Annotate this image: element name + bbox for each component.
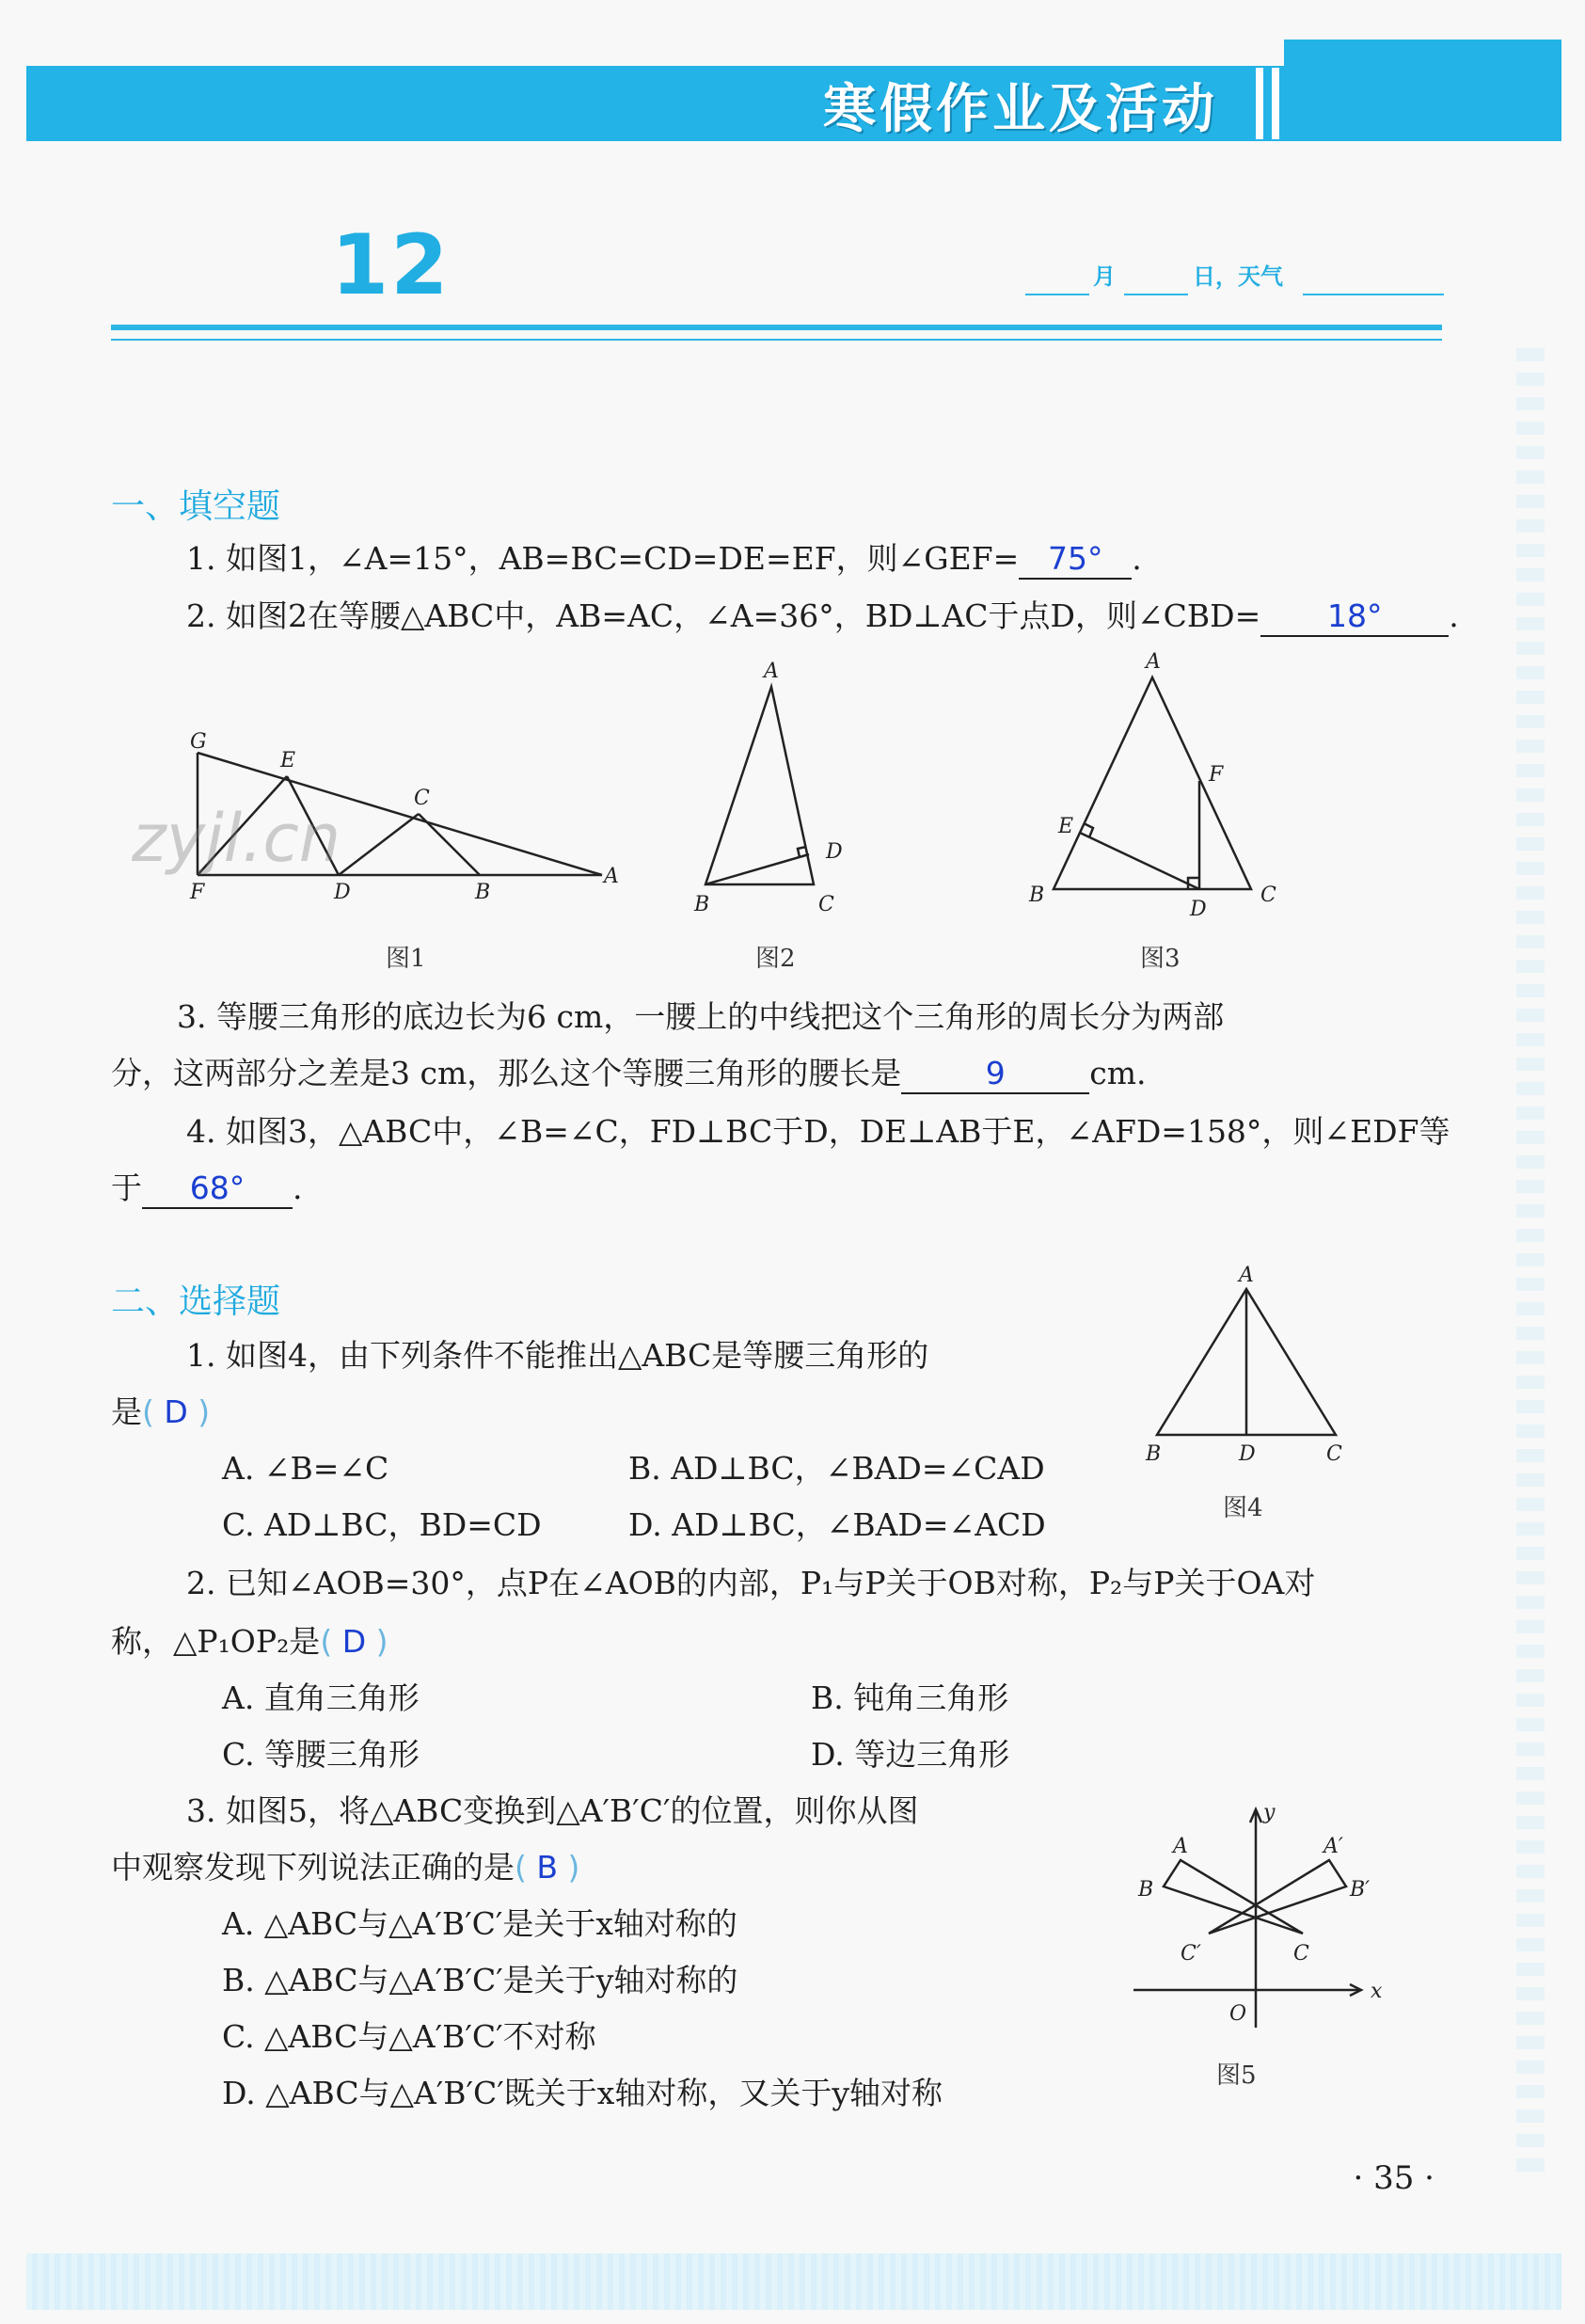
- fig1-label-b: B: [475, 881, 491, 904]
- fig5-label-x: x: [1371, 1980, 1383, 2003]
- header-rule-thin: [111, 339, 1442, 341]
- fig3-label-e: E: [1058, 815, 1074, 838]
- fill-question-4-line-2: 于 68° .: [111, 1167, 303, 1210]
- option-c[interactable]: C. AD⊥BC，BD=CD: [222, 1506, 542, 1543]
- fig3-label-b: B: [1029, 883, 1045, 907]
- fig1-label-d: D: [334, 881, 351, 904]
- answer-blank[interactable]: [1260, 597, 1449, 637]
- watermark-text: zyjl.cn: [132, 800, 341, 877]
- day-number: 12: [331, 216, 451, 313]
- fig5-label-y: y: [1263, 1801, 1276, 1824]
- question-text: 1. 如图1，∠A=15°，AB=BC=CD=DE=EF，则∠GEF=: [186, 540, 1020, 577]
- fig3-label-c: C: [1260, 883, 1276, 907]
- figure-1-caption: 图1: [386, 945, 426, 973]
- weather-blank[interactable]: [1303, 294, 1444, 295]
- figure-3-diagram: [1016, 649, 1298, 922]
- option-b[interactable]: B. △ABC与△A′B′C′是关于y轴对称的: [222, 1962, 738, 1998]
- date-blank-month[interactable]: [1025, 294, 1089, 295]
- header-title: 寒假作业及活动: [823, 79, 1218, 140]
- answer-choice[interactable]: D: [341, 1623, 367, 1660]
- choice-question-3-line-2: [111, 1846, 579, 1889]
- choice-question-3-line-1: 3. 如图5，将△ABC变换到△A′B′C′的位置，则你从图: [186, 1792, 919, 1829]
- answer-blank[interactable]: [1019, 540, 1132, 580]
- figure-4-caption: 图4: [1223, 1494, 1263, 1522]
- fill-question-2: 2. 如图2在等腰△ABC中，AB=AC，∠A=36°，BD⊥AC于点D，则∠CBD= 18° .: [186, 595, 1459, 638]
- fig5-label-a-prime: A′: [1323, 1835, 1343, 1858]
- paren-close: ): [567, 1849, 580, 1886]
- option-c[interactable]: C. 等腰三角形: [222, 1736, 420, 1773]
- fig2-label-d: D: [826, 840, 843, 864]
- choice-question-1-line-2: [111, 1391, 210, 1434]
- paren-open: (: [142, 1393, 154, 1430]
- fig3-label-a: A: [1146, 650, 1161, 674]
- fill-question-3-line-1: 3. 等腰三角形的底边长为6 cm，一腰上的中线把这个三角形的周长分为两部: [177, 998, 1225, 1035]
- fig3-label-f: F: [1209, 763, 1224, 787]
- question-text: 是: [111, 1393, 142, 1430]
- section-choice-title: 二、选择题: [111, 1282, 281, 1321]
- option-d[interactable]: D. 等边三角形: [811, 1736, 1010, 1773]
- answer-choice[interactable]: B: [536, 1849, 559, 1886]
- day-weather-label: 日，天气: [1193, 263, 1283, 290]
- fill-question-1: 1. 如图1，∠A=15°，AB=BC=CD=DE=EF，则∠GEF= 75° .: [186, 537, 1142, 581]
- question-text: 于: [111, 1170, 142, 1206]
- fig1-label-a: A: [604, 865, 619, 888]
- figure-4-diagram: [1129, 1261, 1364, 1477]
- fig5-label-c: C: [1293, 1942, 1309, 1966]
- fig2-label-b: B: [694, 893, 710, 916]
- fig5-label-a: A: [1173, 1835, 1188, 1858]
- fig4-label-c: C: [1326, 1442, 1342, 1466]
- fig1-label-e: E: [280, 749, 296, 772]
- fig1-label-f: F: [190, 881, 205, 904]
- question-text: 中观察发现下列说法正确的是: [111, 1849, 515, 1886]
- paren-open: (: [320, 1623, 333, 1660]
- header-bar-decoration: [1272, 68, 1279, 139]
- fig5-label-b: B: [1138, 1878, 1154, 1902]
- figure-3-caption: 图3: [1140, 945, 1181, 973]
- fig4-label-b: B: [1146, 1442, 1162, 1466]
- option-b[interactable]: B. AD⊥BC，∠BAD=∠CAD: [628, 1450, 1045, 1487]
- paren-close: ): [375, 1623, 388, 1660]
- fill-question-3-line-2: [111, 1052, 1147, 1095]
- option-a[interactable]: A. △ABC与△A′B′C′是关于x轴对称的: [222, 1905, 737, 1942]
- answer-text: 9: [985, 1055, 1006, 1091]
- date-blank-day[interactable]: [1124, 294, 1188, 295]
- fill-question-4-line-1: 4. 如图3，△ABC中，∠B=∠C，FD⊥BC于D，DE⊥AB于E，∠AFD=158°，则∠EDF等: [186, 1113, 1450, 1150]
- answer-text: 68°: [189, 1170, 246, 1206]
- choice-question-2-line-2: [111, 1620, 388, 1663]
- option-b[interactable]: B. 钝角三角形: [811, 1679, 1009, 1716]
- unit-text: cm.: [1089, 1055, 1147, 1091]
- figure-5-diagram: [1124, 1792, 1397, 2046]
- choice-question-1-line-1: 1. 如图4，由下列条件不能推出△ABC是等腰三角形的: [186, 1337, 929, 1374]
- answer-blank[interactable]: [142, 1170, 293, 1209]
- figure-2-caption: 图2: [755, 945, 796, 973]
- paren-open: (: [515, 1849, 527, 1886]
- figure-5-caption: 图5: [1216, 2061, 1257, 2090]
- question-text: 2. 如图2在等腰△ABC中，AB=AC，∠A=36°，BD⊥AC于点D，则∠CBD=: [186, 597, 1261, 634]
- choice-question-2-line-1: 2. 已知∠AOB=30°，点P在∠AOB的内部，P₁与P关于OB对称，P₂与P关于OA对: [186, 1565, 1316, 1601]
- question-text: 分，这两部分之差是3 cm，那么这个等腰三角形的腰长是: [111, 1055, 902, 1091]
- header-bar-decoration: [1256, 68, 1263, 139]
- fig3-label-d: D: [1190, 898, 1207, 921]
- answer-text: 75°: [1048, 540, 1103, 577]
- page-number: · 35 ·: [1353, 2159, 1434, 2197]
- month-label: 月: [1093, 263, 1116, 290]
- section-fill-in-title: 一、填空题: [111, 487, 281, 526]
- fig1-label-c: C: [414, 787, 430, 810]
- fig2-label-c: C: [818, 893, 834, 916]
- option-d[interactable]: D. AD⊥BC，∠BAD=∠ACD: [628, 1506, 1046, 1543]
- header-banner-tab: [1284, 40, 1561, 141]
- paren-close: ): [198, 1393, 211, 1430]
- fig1-label-g: G: [190, 730, 207, 754]
- fig5-label-c-prime: C′: [1181, 1942, 1201, 1966]
- answer-text: 18°: [1327, 597, 1383, 634]
- side-decoration: [1516, 348, 1545, 2183]
- question-text: 称，△P₁OP₂是: [111, 1623, 321, 1660]
- option-c[interactable]: C. △ABC与△A′B′C′不对称: [222, 2018, 596, 2055]
- figure-2-diagram: [687, 649, 875, 922]
- answer-blank[interactable]: [901, 1055, 1089, 1094]
- fig5-label-b-prime: B′: [1350, 1878, 1371, 1902]
- option-d[interactable]: D. △ABC与△A′B′C′既关于x轴对称，又关于y轴对称: [222, 2075, 943, 2111]
- fig2-label-a: A: [764, 660, 779, 683]
- fig5-label-o: O: [1229, 2002, 1247, 2026]
- option-a[interactable]: A. ∠B=∠C: [222, 1450, 389, 1487]
- footer-band: [26, 2253, 1561, 2310]
- fig4-label-a: A: [1239, 1264, 1254, 1287]
- option-a[interactable]: A. 直角三角形: [222, 1679, 420, 1716]
- answer-choice[interactable]: D: [164, 1393, 188, 1430]
- fig4-label-d: D: [1239, 1442, 1256, 1466]
- header-rule: [111, 325, 1442, 330]
